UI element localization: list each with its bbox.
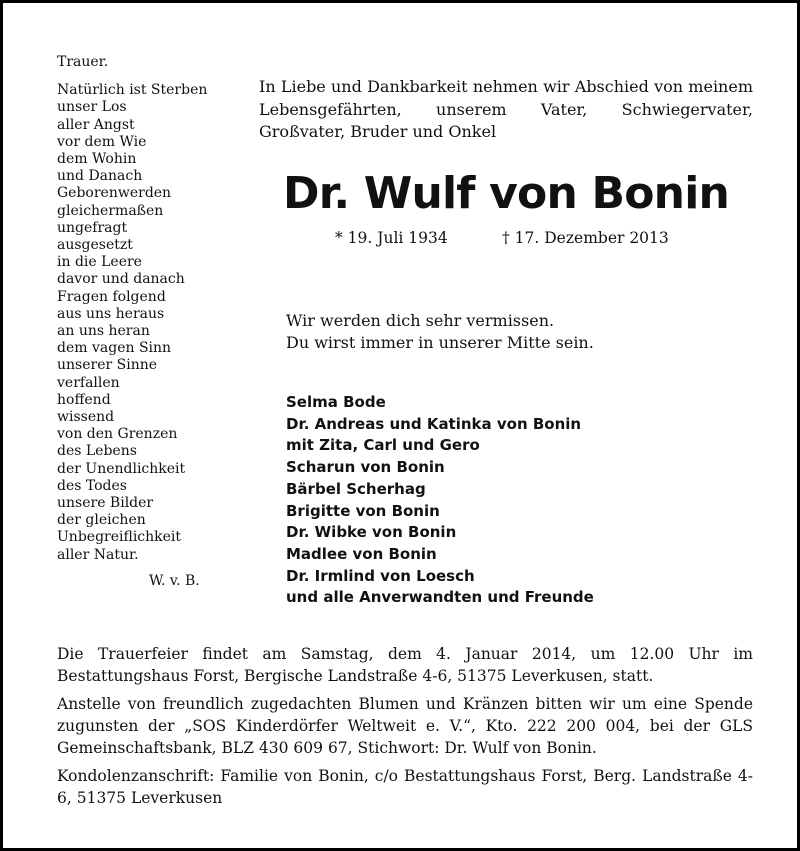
poem-title: Trauer. [57, 54, 109, 70]
poem-line: Natürlich ist Sterben [57, 82, 208, 99]
poem-line: aus uns heraus [57, 305, 165, 322]
farewell-message [286, 310, 746, 354]
farewell-line: Du wirst immer in unserer Mitte sein. [286, 333, 594, 352]
condolence-address: Kondolenzanschrift: Familie von Bonin, c/o Bestattungshaus Forst, Berg. Landstraße 4-6, 51375 Leverkusen [57, 767, 753, 807]
poem-line: wissend [57, 409, 115, 426]
donation-info: Anstelle von freundlich zugedachten Blumen und Kränzen bitten wir um eine Spende zugunsten der „SOS Kinderdörfer Weltweit e. V.“, Kto. 222 200 004, bei der GLS Gemeinschaftsbank, BLZ 430 609 67, Stichwort: Dr. Wulf von Bonin. [57, 695, 753, 757]
mourner: Scharun von Bonin [286, 458, 445, 477]
poem [57, 54, 247, 590]
mourner: Madlee von Bonin [286, 544, 437, 563]
deceased-name: Dr. Wulf von Bonin [282, 168, 730, 219]
mourner: Dr. Wibke von Bonin [286, 523, 457, 542]
poem-line: Fragen folgend [57, 288, 166, 305]
poem-line: aller Natur. [57, 546, 139, 563]
poem-line: verfallen [57, 374, 120, 391]
poem-line: des Todes [57, 477, 127, 494]
poem-line: der Unendlichkeit [57, 460, 186, 477]
poem-line: Unbegreiflichkeit [57, 529, 182, 546]
poem-signature: W. v. B. [149, 572, 200, 589]
poem-line: davor und danach [57, 271, 185, 288]
poem-line: in die Leere [57, 254, 142, 271]
announcement-intro: In Liebe und Dankbarkeit nehmen wir Abschied von meinem Lebensgefährten, unserem Vater, Schwiegervater, Großvater, Bruder und Onkel [259, 77, 753, 141]
ceremony-info: Die Trauerfeier findet am Samstag, dem 4. Januar 2014, um 12.00 Uhr im Bestattungshaus Forst, Bergische Landstraße 4-6, 51375 Leverkusen, statt. [57, 645, 753, 685]
poem-line: dem Wohin [57, 151, 137, 168]
poem-line: von den Grenzen [57, 426, 178, 443]
mourners-list [286, 392, 746, 609]
poem-line: des Lebens [57, 443, 137, 460]
mourner: Bärbel Scherhag [286, 479, 426, 498]
poem-line: ungefragt [57, 219, 128, 236]
poem-line: und Danach [57, 168, 143, 185]
poem-line: ausgesetzt [57, 237, 133, 254]
mourner: Selma Bode [286, 393, 386, 411]
poem-line: dem vagen Sinn [57, 340, 172, 357]
poem-line: vor dem Wie [57, 133, 147, 150]
mourner: Brigitte von Bonin [286, 501, 440, 520]
poem-line: unserer Sinne [57, 357, 158, 374]
poem-line: aller Angst [57, 116, 135, 133]
poem-line: unsere Bilder [57, 495, 154, 512]
footer-notes [57, 643, 753, 815]
poem-line: Geborenwerden [57, 185, 172, 202]
poem-line: der gleichen [57, 512, 146, 529]
mourner: Dr. Andreas und Katinka von Bonin [286, 414, 582, 433]
poem-line: unser Los [57, 99, 127, 116]
mourner: und alle Anverwandten und Freunde [286, 588, 594, 607]
death-date: † 17. Dezember 2013 [502, 229, 669, 247]
farewell-line: Wir werden dich sehr vermissen. [286, 311, 555, 330]
poem-line: hoffend [57, 391, 111, 408]
mourner: mit Zita, Carl und Gero [286, 436, 480, 455]
poem-line: an uns heran [57, 323, 150, 340]
mourner: Dr. Irmlind von Loesch [286, 566, 475, 585]
birth-date: * 19. Juli 1934 [335, 229, 448, 247]
poem-line: gleichermaßen [57, 202, 164, 219]
